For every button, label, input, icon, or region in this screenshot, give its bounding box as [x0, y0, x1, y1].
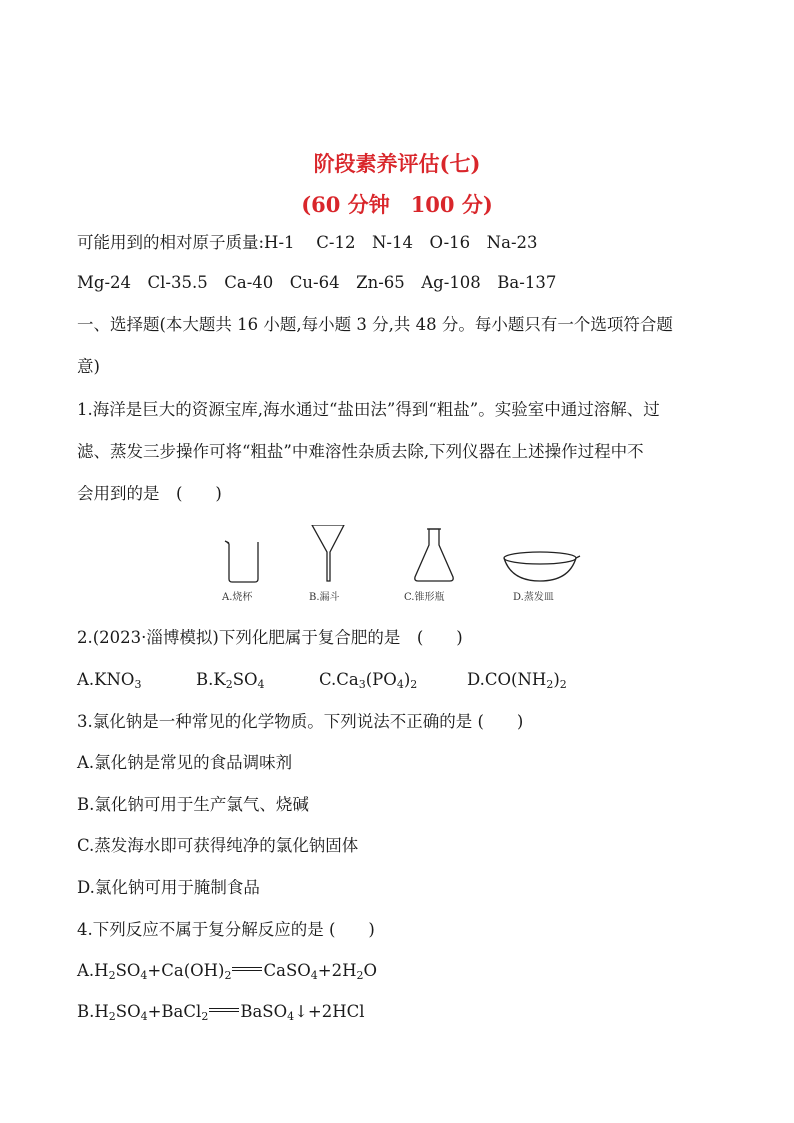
- page-subtitle: (60 分钟 100 分): [301, 192, 493, 217]
- atomic-mass-line-2: Mg-24 Cl-35.5 Ca-40 Cu-64 Zn-65 Ag-108 Ba-137: [77, 273, 557, 292]
- q2-option-d: $D.CO(NH_2)_2$: [467, 670, 567, 691]
- q3-option-b: B.氯化钠可用于生产氯气、烧碱: [77, 795, 309, 814]
- funnel-icon: [312, 525, 344, 581]
- beaker-icon: [225, 541, 258, 582]
- q4-option-a: $A.H_2SO_4+Ca(OH)_2$ $CaSO_4+2H_2O$: [77, 961, 378, 982]
- q2-option-a: $A.KNO_3$: [77, 670, 142, 691]
- page-title: 阶段素养评估(七): [313, 151, 481, 176]
- q1-line-3: 会用到的是 ( ): [77, 484, 222, 503]
- q2-stem: 2.(2023·淄博模拟)下列化肥属于复合肥的是 ( ): [77, 628, 463, 647]
- conical-flask-icon: [415, 529, 453, 581]
- apparatus-label-b: B.漏斗: [309, 592, 340, 603]
- q1-line-1: 1.海洋是巨大的资源宝库,海水通过“盐田法”得到“粗盐”。实验室中通过溶解、过: [77, 400, 660, 419]
- evaporating-dish-icon: [504, 552, 580, 581]
- section-heading-line-1: 一、选择题(本大题共 16 小题,每小题 3 分,共 48 分。每小题只有一个选项符合题: [77, 315, 673, 334]
- q3-option-a: A.氯化钠是常见的食品调味剂: [77, 753, 293, 772]
- apparatus-label-c: C.锥形瓶: [404, 592, 445, 603]
- q1-line-2: 滤、蒸发三步操作可将“粗盐”中难溶性杂质去除,下列仪器在上述操作过程中不: [77, 442, 644, 461]
- section-heading-line-2: 意): [77, 357, 100, 376]
- q3-option-d: D.氯化钠可用于腌制食品: [77, 878, 260, 897]
- q4-option-b: $B.H_2SO_4+BaCl_2$ BaSO$_4$↓+2HCl: [77, 1002, 365, 1023]
- apparatus-label-d: D.蒸发皿: [513, 592, 554, 603]
- apparatus-label-a: A.烧杯: [222, 592, 253, 603]
- equals-sign: [232, 967, 262, 971]
- q2-option-b: $B.K_2SO_4$: [196, 670, 265, 691]
- q3-stem: 3.氯化钠是一种常见的化学物质。下列说法不正确的是 ( ): [77, 712, 524, 731]
- q2-option-c: $C.Ca_3(PO_4)_2$: [319, 670, 418, 691]
- atomic-mass-line-1: 可能用到的相对原子质量:H-1 C-12 N-14 O-16 Na-23: [77, 233, 538, 252]
- q3-option-c: C.蒸发海水即可获得纯净的氯化钠固体: [77, 836, 359, 855]
- q4-stem: 4.下列反应不属于复分解反应的是 ( ): [77, 920, 375, 939]
- equals-sign: [209, 1008, 239, 1012]
